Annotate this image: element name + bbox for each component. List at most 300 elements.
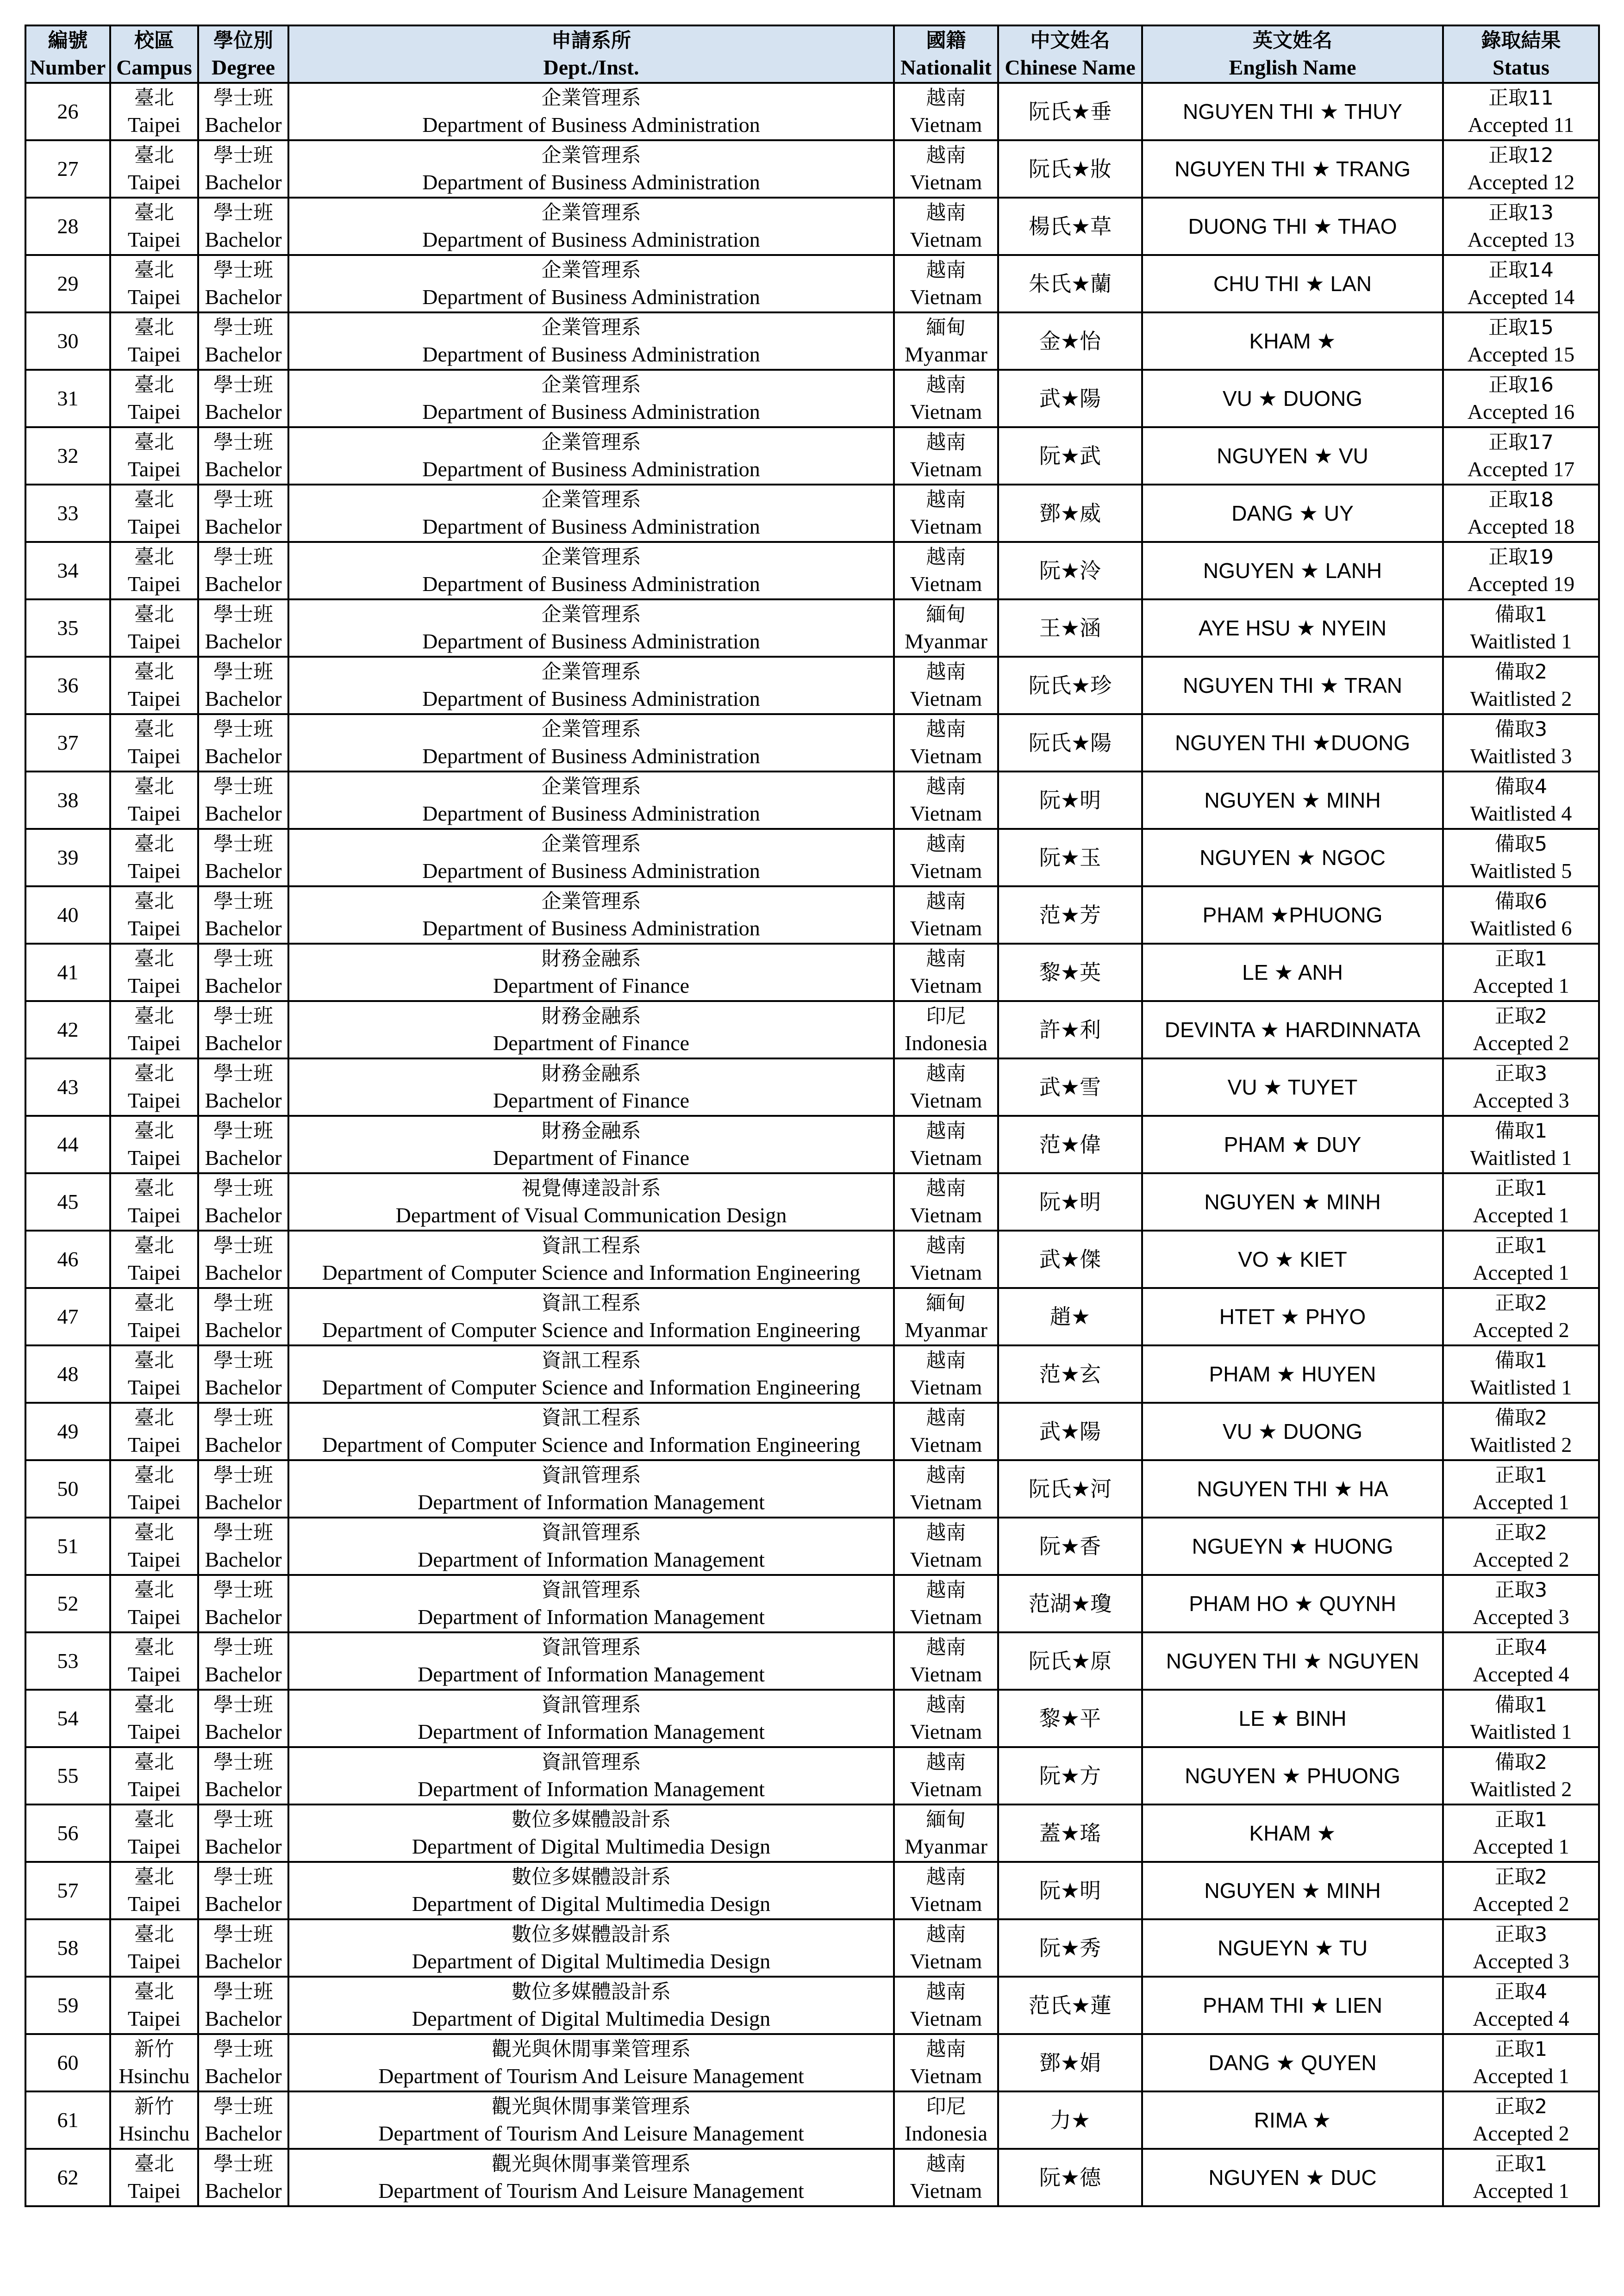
row-degree: [198, 542, 288, 599]
row-chinese-name: [998, 1919, 1142, 1977]
nationality-en: Vietnam: [910, 1720, 982, 1743]
campus-zh: 臺北: [134, 947, 174, 971]
status-en: Accepted 17: [1467, 457, 1575, 481]
row-chinese-name: [998, 370, 1142, 427]
row-dept: [288, 944, 894, 1001]
nationality-en: Vietnam: [910, 859, 982, 883]
status-en: Accepted 1: [1473, 1203, 1569, 1227]
row-campus: [110, 599, 198, 657]
dept-en: Department of Computer Science and Information Engineering: [322, 1261, 861, 1284]
row-degree: [198, 1288, 288, 1345]
campus-en: Taipei: [127, 1203, 181, 1227]
row-number: [25, 1288, 110, 1345]
row-campus: [110, 1575, 198, 1632]
row-degree: [198, 1173, 288, 1231]
row-status: [1443, 312, 1599, 370]
row-status: [1443, 1862, 1599, 1919]
chinese-name-text: 范★玄: [1039, 1362, 1101, 1387]
row-degree: [198, 1460, 288, 1518]
chinese-name-text: 阮★秀: [1039, 1935, 1101, 1960]
english-name-text: NGUYEN ★ MINH: [1204, 1879, 1381, 1903]
english-name-text: PHAM THI ★ LIEN: [1202, 1993, 1382, 2017]
nationality-en: Vietnam: [910, 228, 982, 251]
row-campus: [110, 1632, 198, 1690]
english-name-text: NGUYEN ★ MINH: [1204, 788, 1381, 812]
row-status: [1443, 829, 1599, 886]
row-number: [25, 829, 110, 886]
nationality-zh: 越南: [926, 259, 966, 282]
english-name-text: KHAM ★: [1249, 1821, 1336, 1845]
row-number-text: 29: [57, 272, 79, 295]
header-dept: [288, 25, 894, 83]
row-status: [1443, 2091, 1599, 2149]
status-en: Accepted 19: [1467, 572, 1575, 596]
degree-en: Bachelor: [205, 1146, 282, 1170]
status-en: Accepted 2: [1473, 1892, 1569, 1916]
row-number: [25, 140, 110, 198]
degree-en: Bachelor: [205, 1031, 282, 1055]
row-chinese-name: [998, 1862, 1142, 1919]
table-row: [25, 1460, 1599, 1518]
row-nationality: [894, 2091, 998, 2149]
degree-zh: 學士班: [213, 1406, 273, 1430]
chinese-name-text: 范氏★蓮: [1028, 1993, 1112, 2018]
dept-zh: 財務金融系: [541, 1062, 641, 1085]
dept-en: Department of Business Administration: [422, 400, 760, 423]
degree-en: Bachelor: [205, 802, 282, 825]
header-degree-zh: 學位別: [213, 29, 273, 52]
dept-zh: 數位多媒體設計系: [512, 1923, 671, 1946]
row-chinese-name: [998, 312, 1142, 370]
degree-en: Bachelor: [205, 1433, 282, 1456]
dept-zh: 財務金融系: [541, 1120, 641, 1143]
nationality-zh: 越南: [926, 1406, 966, 1430]
dept-en: Department of Business Administration: [422, 342, 760, 366]
row-dept: [288, 2149, 894, 2206]
row-chinese-name: [998, 485, 1142, 542]
status-en: Waitlisted 2: [1470, 1777, 1572, 1801]
nationality-en: Vietnam: [910, 1662, 982, 1686]
row-number-text: 31: [57, 386, 79, 410]
nationality-zh: 緬甸: [926, 603, 966, 626]
row-chinese-name: [998, 198, 1142, 255]
row-degree: [198, 1747, 288, 1804]
row-english-name: [1142, 714, 1443, 772]
row-degree: [198, 772, 288, 829]
degree-zh: 學士班: [213, 488, 273, 511]
campus-en: Taipei: [127, 1548, 181, 1571]
nationality-en: Vietnam: [910, 1490, 982, 1514]
row-english-name: [1142, 485, 1443, 542]
dept-en: Department of Business Administration: [422, 744, 760, 768]
status-en: Waitlisted 1: [1470, 1146, 1572, 1170]
status-en: Accepted 15: [1467, 342, 1575, 366]
row-dept: [288, 1001, 894, 1058]
status-zh: 正取4: [1494, 1980, 1548, 2004]
degree-zh: 學士班: [213, 87, 273, 110]
nationality-en: Vietnam: [910, 572, 982, 596]
degree-zh: 學士班: [213, 1866, 273, 1889]
nationality-en: Vietnam: [910, 113, 982, 137]
nationality-zh: 越南: [926, 1349, 966, 1372]
row-number: [25, 657, 110, 714]
campus-zh: 臺北: [134, 431, 174, 454]
row-chinese-name: [998, 1288, 1142, 1345]
row-number-text: 30: [57, 329, 79, 353]
row-dept: [288, 255, 894, 312]
nationality-en: Vietnam: [910, 2179, 982, 2203]
dept-en: Department of Business Administration: [422, 228, 760, 251]
row-english-name: [1142, 83, 1443, 140]
degree-zh: 學士班: [213, 431, 273, 454]
dept-zh: 財務金融系: [541, 1005, 641, 1028]
row-number-text: 36: [57, 673, 79, 697]
row-number: [25, 255, 110, 312]
row-degree: [198, 1919, 288, 1977]
header-campus-zh: 校區: [134, 29, 174, 52]
row-degree: [198, 255, 288, 312]
english-name-text: NGUYEN THI ★ TRANG: [1174, 157, 1411, 181]
table-row: [25, 599, 1599, 657]
english-name-text: LE ★ ANH: [1242, 960, 1343, 984]
row-number: [25, 772, 110, 829]
degree-en: Bachelor: [205, 916, 282, 940]
row-degree: [198, 312, 288, 370]
row-number: [25, 1345, 110, 1403]
row-chinese-name: [998, 1116, 1142, 1173]
degree-en: Bachelor: [205, 1720, 282, 1743]
nationality-en: Indonesia: [905, 2122, 987, 2145]
row-dept: [288, 1231, 894, 1288]
row-number-text: 59: [57, 1993, 79, 2017]
dept-en: Department of Information Management: [418, 1720, 765, 1743]
nationality-en: Myanmar: [905, 1318, 987, 1342]
status-en: Accepted 2: [1473, 1031, 1569, 1055]
row-number: [25, 1173, 110, 1231]
row-degree: [198, 1690, 288, 1747]
header-campus-en: Campus: [116, 56, 192, 79]
status-en: Accepted 1: [1473, 974, 1569, 997]
english-name-text: VU ★ DUONG: [1223, 386, 1362, 411]
row-number: [25, 1403, 110, 1460]
row-chinese-name: [998, 1632, 1142, 1690]
dept-zh: 企業管理系: [541, 890, 641, 913]
status-en: Accepted 3: [1473, 1605, 1569, 1629]
dept-zh: 企業管理系: [541, 603, 641, 626]
degree-zh: 學士班: [213, 1923, 273, 1946]
english-name-text: PHAM ★ DUY: [1224, 1132, 1362, 1157]
english-name-text: NGUYEN THI ★ TRAN: [1182, 673, 1403, 697]
nationality-zh: 緬甸: [926, 316, 966, 339]
row-number-text: 55: [57, 1764, 79, 1787]
row-chinese-name: [998, 1518, 1142, 1575]
status-zh: 正取4: [1494, 1636, 1548, 1659]
table-row: [25, 198, 1599, 255]
status-en: Accepted 3: [1473, 1089, 1569, 1112]
degree-zh: 學士班: [213, 1005, 273, 1028]
table-row: [25, 427, 1599, 485]
row-campus: [110, 1001, 198, 1058]
dept-zh: 企業管理系: [541, 546, 641, 569]
status-en: Accepted 1: [1473, 1490, 1569, 1514]
row-dept: [288, 2091, 894, 2149]
campus-zh: 臺北: [134, 316, 174, 339]
degree-zh: 學士班: [213, 775, 273, 798]
table-row: [25, 1173, 1599, 1231]
status-en: Accepted 3: [1473, 1949, 1569, 1973]
row-dept: [288, 772, 894, 829]
campus-zh: 臺北: [134, 1866, 174, 1889]
row-number-text: 43: [57, 1075, 79, 1099]
row-nationality: [894, 1632, 998, 1690]
row-status: [1443, 1518, 1599, 1575]
status-zh: 正取2: [1494, 1292, 1548, 1315]
campus-en: Taipei: [127, 802, 181, 825]
row-campus: [110, 1862, 198, 1919]
row-status: [1443, 1632, 1599, 1690]
campus-zh: 臺北: [134, 1980, 174, 2004]
row-nationality: [894, 944, 998, 1001]
dept-en: Department of Computer Science and Information Engineering: [322, 1318, 861, 1342]
row-dept: [288, 198, 894, 255]
dept-en: Department of Business Administration: [422, 572, 760, 596]
nationality-zh: 緬甸: [926, 1808, 966, 1831]
row-number: [25, 542, 110, 599]
row-dept: [288, 1804, 894, 1862]
row-campus: [110, 772, 198, 829]
chinese-name-text: 武★陽: [1039, 1419, 1101, 1444]
degree-zh: 學士班: [213, 1693, 273, 1717]
row-number: [25, 1862, 110, 1919]
row-dept: [288, 1747, 894, 1804]
campus-zh: 臺北: [134, 890, 174, 913]
degree-zh: 學士班: [213, 2153, 273, 2176]
nationality-zh: 越南: [926, 833, 966, 856]
status-en: Accepted 1: [1473, 1261, 1569, 1284]
dept-en: Department of Business Administration: [422, 629, 760, 653]
row-campus: [110, 714, 198, 772]
campus-en: Taipei: [127, 687, 181, 710]
campus-zh: 臺北: [134, 1464, 174, 1487]
dept-zh: 企業管理系: [541, 144, 641, 167]
row-degree: [198, 599, 288, 657]
english-name-text: PHAM HO ★ QUYNH: [1189, 1592, 1396, 1616]
campus-zh: 臺北: [134, 201, 174, 224]
table-row: [25, 1001, 1599, 1058]
chinese-name-text: 楊氏★草: [1028, 214, 1112, 239]
row-chinese-name: [998, 255, 1142, 312]
chinese-name-text: 阮氏★陽: [1028, 730, 1112, 755]
nationality-zh: 印尼: [926, 2095, 966, 2118]
row-status: [1443, 83, 1599, 140]
row-nationality: [894, 427, 998, 485]
status-en: Waitlisted 2: [1470, 1433, 1572, 1456]
nationality-zh: 越南: [926, 660, 966, 684]
row-status: [1443, 1173, 1599, 1231]
dept-en: Department of Business Administration: [422, 859, 760, 883]
degree-en: Bachelor: [205, 744, 282, 768]
row-status: [1443, 1403, 1599, 1460]
campus-zh: 新竹: [134, 2095, 174, 2118]
row-number-text: 58: [57, 1936, 79, 1960]
chinese-name-text: 阮★玉: [1039, 845, 1101, 870]
row-campus: [110, 312, 198, 370]
dept-en: Department of Information Management: [418, 1605, 765, 1629]
status-zh: 正取2: [1494, 2095, 1548, 2118]
row-english-name: [1142, 1116, 1443, 1173]
status-zh: 正取2: [1494, 1005, 1548, 1028]
dept-en: Department of Business Administration: [422, 113, 760, 137]
nationality-en: Vietnam: [910, 285, 982, 309]
degree-en: Bachelor: [205, 170, 282, 194]
row-degree: [198, 1345, 288, 1403]
status-zh: 正取1: [1494, 1808, 1548, 1831]
row-dept: [288, 1690, 894, 1747]
row-dept: [288, 1173, 894, 1231]
row-english-name: [1142, 1804, 1443, 1862]
row-nationality: [894, 485, 998, 542]
degree-zh: 學士班: [213, 1062, 273, 1085]
degree-en: Bachelor: [205, 1203, 282, 1227]
row-dept: [288, 2034, 894, 2091]
row-nationality: [894, 1460, 998, 1518]
table-row: [25, 714, 1599, 772]
degree-zh: 學士班: [213, 718, 273, 741]
campus-en: Taipei: [127, 113, 181, 137]
nationality-zh: 越南: [926, 201, 966, 224]
nationality-zh: 越南: [926, 1579, 966, 1602]
dept-zh: 企業管理系: [541, 431, 641, 454]
row-english-name: [1142, 599, 1443, 657]
table-row: [25, 886, 1599, 944]
nationality-en: Vietnam: [910, 1892, 982, 1916]
row-chinese-name: [998, 1575, 1142, 1632]
campus-en: Taipei: [127, 515, 181, 538]
status-en: Waitlisted 1: [1470, 1375, 1572, 1399]
row-campus: [110, 542, 198, 599]
table-row: [25, 1977, 1599, 2034]
row-campus: [110, 1977, 198, 2034]
row-degree: [198, 886, 288, 944]
chinese-name-text: 阮氏★河: [1028, 1476, 1112, 1501]
degree-zh: 學士班: [213, 546, 273, 569]
row-degree: [198, 1116, 288, 1173]
row-status: [1443, 772, 1599, 829]
header-nationality: [894, 25, 998, 83]
chinese-name-text: 武★傑: [1039, 1247, 1101, 1272]
dept-en: Department of Business Administration: [422, 802, 760, 825]
row-nationality: [894, 83, 998, 140]
campus-zh: 臺北: [134, 1579, 174, 1602]
row-degree: [198, 1575, 288, 1632]
row-campus: [110, 657, 198, 714]
status-en: Accepted 18: [1467, 515, 1575, 538]
english-name-text: AYE HSU ★ NYEIN: [1199, 616, 1387, 640]
chinese-name-text: 朱氏★蘭: [1028, 271, 1112, 296]
row-status: [1443, 1345, 1599, 1403]
row-campus: [110, 2034, 198, 2091]
campus-zh: 臺北: [134, 488, 174, 511]
dept-zh: 企業管理系: [541, 833, 641, 856]
header-status-en: Status: [1493, 56, 1549, 79]
row-chinese-name: [998, 1747, 1142, 1804]
dept-zh: 觀光與休閒事業管理系: [492, 2038, 691, 2061]
row-chinese-name: [998, 1231, 1142, 1288]
row-nationality: [894, 312, 998, 370]
row-status: [1443, 427, 1599, 485]
degree-en: Bachelor: [205, 687, 282, 710]
chinese-name-text: 武★雪: [1039, 1075, 1101, 1100]
status-zh: 正取1: [1494, 1177, 1548, 1200]
row-campus: [110, 1747, 198, 1804]
row-nationality: [894, 1231, 998, 1288]
row-number-text: 62: [57, 2165, 79, 2189]
nationality-en: Vietnam: [910, 1261, 982, 1284]
chinese-name-text: 武★陽: [1039, 386, 1101, 411]
header-row: [25, 25, 1599, 83]
campus-zh: 臺北: [134, 718, 174, 741]
status-en: Accepted 11: [1468, 113, 1574, 137]
row-chinese-name: [998, 1403, 1142, 1460]
status-zh: 正取14: [1488, 259, 1554, 282]
table-row: [25, 370, 1599, 427]
degree-en: Bachelor: [205, 1892, 282, 1916]
row-degree: [198, 83, 288, 140]
dept-en: Department of Digital Multimedia Design: [412, 1835, 771, 1858]
status-zh: 正取17: [1488, 431, 1554, 454]
nationality-en: Myanmar: [905, 629, 987, 653]
campus-en: Hsinchu: [119, 2122, 190, 2145]
row-number: [25, 427, 110, 485]
header-number-en: Number: [30, 56, 106, 79]
row-status: [1443, 714, 1599, 772]
nationality-zh: 越南: [926, 1923, 966, 1946]
status-zh: 正取11: [1488, 87, 1554, 110]
dept-en: Department of Tourism And Leisure Management: [378, 2179, 804, 2203]
row-nationality: [894, 1690, 998, 1747]
status-en: Accepted 2: [1473, 2122, 1569, 2145]
table-row: [25, 1862, 1599, 1919]
status-zh: 備取3: [1494, 718, 1548, 741]
chinese-name-text: 阮★方: [1039, 1763, 1101, 1788]
english-name-text: NGUYEN THI ★ NGUYEN: [1166, 1649, 1419, 1673]
table-row: [25, 83, 1599, 140]
degree-en: Bachelor: [205, 1605, 282, 1629]
status-en: Accepted 4: [1473, 1662, 1569, 1686]
english-name-text: PHAM ★PHUONG: [1202, 903, 1383, 927]
nationality-zh: 越南: [926, 1751, 966, 1774]
degree-en: Bachelor: [205, 1835, 282, 1858]
dept-zh: 企業管理系: [541, 488, 641, 511]
row-status: [1443, 370, 1599, 427]
degree-zh: 學士班: [213, 833, 273, 856]
row-chinese-name: [998, 1173, 1142, 1231]
row-english-name: [1142, 1288, 1443, 1345]
row-dept: [288, 542, 894, 599]
row-number-text: 38: [57, 788, 79, 812]
row-number-text: 33: [57, 501, 79, 525]
row-number-text: 52: [57, 1592, 79, 1615]
campus-en: Taipei: [127, 342, 181, 366]
nationality-zh: 越南: [926, 718, 966, 741]
row-number-text: 50: [57, 1477, 79, 1500]
row-status: [1443, 1747, 1599, 1804]
row-campus: [110, 427, 198, 485]
nationality-en: Vietnam: [910, 1089, 982, 1112]
row-chinese-name: [998, 1460, 1142, 1518]
degree-zh: 學士班: [213, 1808, 273, 1831]
header-dept-zh: 申請系所: [551, 29, 631, 52]
